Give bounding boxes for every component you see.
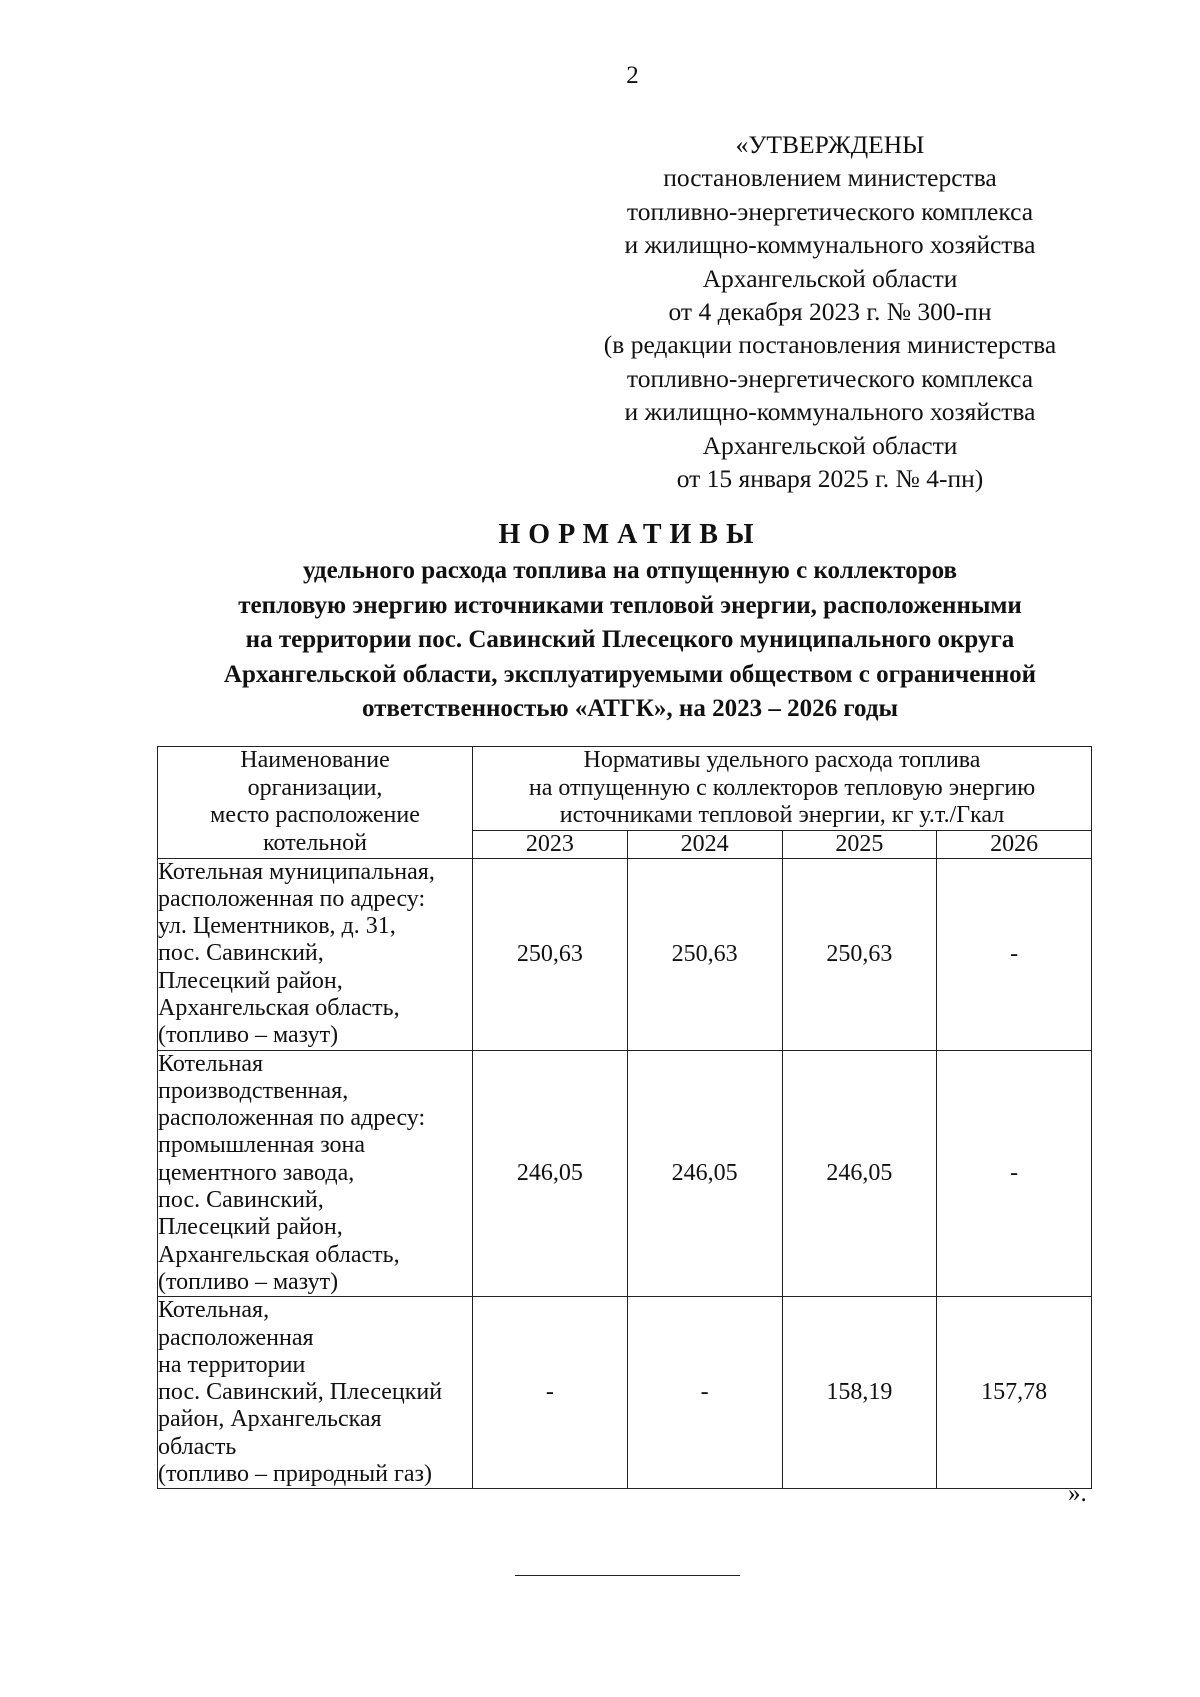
year-header-2024: 2024 [627,830,782,858]
boiler-name-cell: Котельная производственная, расположенная по адресу: промышленная зона цементного завода, пос. Савинский, Плесецкий район, Архангельская область, (топливо – мазут) [158,1050,473,1297]
value-cell: - [937,858,1092,1050]
norms-group-header: Нормативы удельного расхода топлива на отпущенную с коллекторов тепловую энергию источниками тепловой энергии, кг у.т./Гкал [473,747,1092,831]
table-row [158,1297,1092,1489]
value-cell: 158,19 [782,1297,937,1489]
value-cell: 246,05 [473,1050,628,1297]
value-cell: 246,05 [782,1050,937,1297]
approval-line: «УТВЕРЖДЕНЫ [735,130,925,159]
value-cell: 250,63 [627,858,782,1050]
approval-line: от 15 января 2025 г. № 4-пн) [676,464,984,494]
end-separator-line [515,1575,740,1576]
document-title: НОРМАТИВЫ [498,519,762,550]
organization-column-header: Наименование организации, место расположение котельной [158,747,473,859]
year-header-2025: 2025 [782,830,937,858]
value-cell: 246,05 [627,1050,782,1297]
document-subtitle: удельного расхода топлива на отпущенную с коллекторов тепловую энергию источниками тепловой энергии, расположенными на территории пос. Савинский Плесецкого муниципального округа Архангельской области, эксплуатируемыми обществом с ограниченной ответственностью «АТГК», на 2023 – 2026 годы [223,557,1037,723]
boiler-name-cell: Котельная, расположенная на территории пос. Савинский, Плесецкий район, Архангельская область (топливо – природный газ) [158,1297,473,1489]
approval-line: Архангельской области [702,263,958,293]
year-header-2023: 2023 [473,830,628,858]
table-header-row [158,747,1092,831]
value-cell: - [937,1050,1092,1297]
year-header-2026: 2026 [937,830,1092,858]
document-title-block [140,516,1120,727]
approval-line: Архангельской области [702,430,958,460]
approval-stamp-block [560,128,1100,495]
table-row [158,1050,1092,1297]
approval-line: постановлением министерства [663,163,997,193]
value-cell: 157,78 [937,1297,1092,1489]
approval-line: (в редакции постановления министерства [603,330,1057,360]
value-cell: - [473,1297,628,1489]
approval-line: топливно-энергетического комплекса [626,196,1034,226]
approval-line: и жилищно-коммунального хозяйства [624,397,1036,427]
closing-quote-mark: ». [1068,1480,1087,1507]
boiler-name-cell: Котельная муниципальная, расположенная по адресу: ул. Цементников, д. 31, пос. Савинский, Плесецкий район, Архангельская область, (топливо – мазут) [158,858,473,1050]
norms-table [157,746,1092,1489]
approval-line: и жилищно-коммунального хозяйства [624,230,1036,260]
value-cell: 250,63 [473,858,628,1050]
page-number: 2 [626,62,639,89]
value-cell: - [627,1297,782,1489]
table-row [158,858,1092,1050]
value-cell: 250,63 [782,858,937,1050]
approval-line: от 4 декабря 2023 г. № 300-пн [668,297,992,327]
approval-line: топливно-энергетического комплекса [626,363,1034,393]
